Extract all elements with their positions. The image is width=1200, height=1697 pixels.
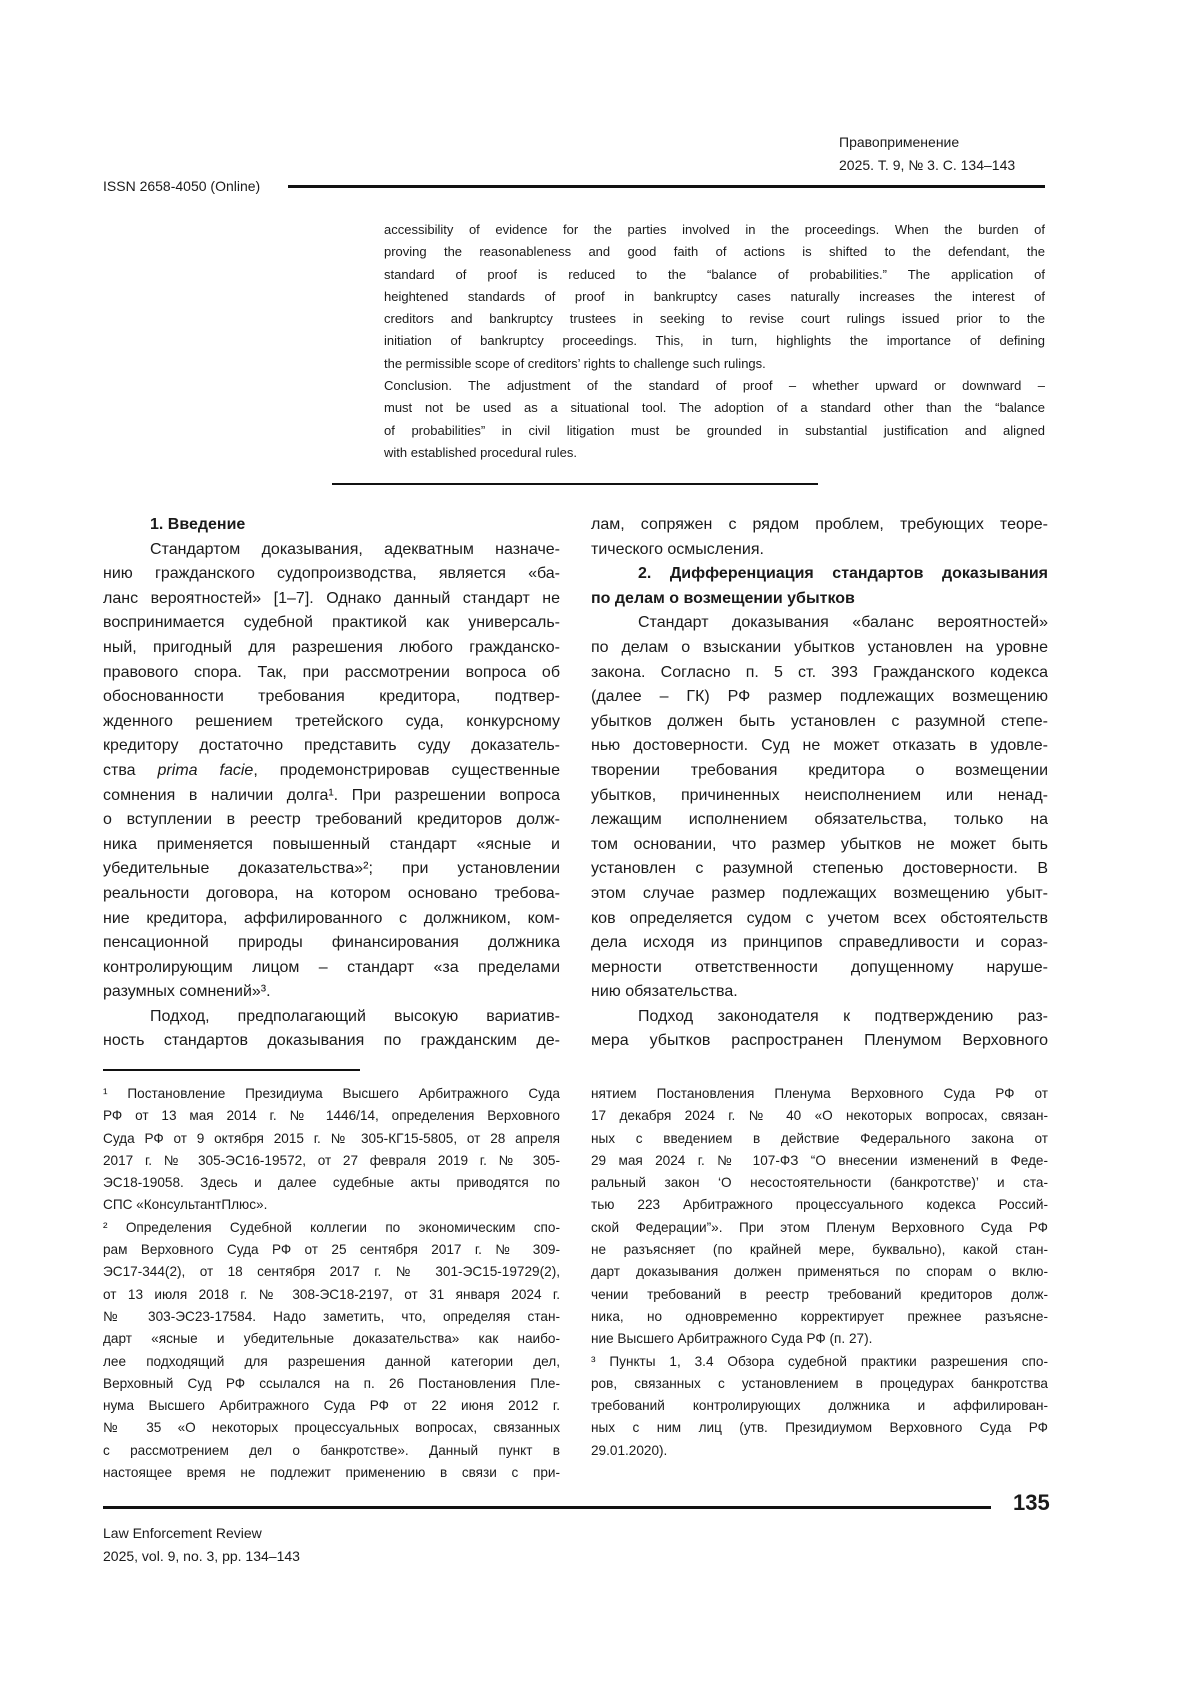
text-line: убытков должен быть установлен с разумной степе- bbox=[591, 710, 1048, 735]
text-line: ние кредитора, аффилированного с должником, ком- bbox=[103, 907, 560, 932]
footer-journal: Law Enforcement Review bbox=[103, 1522, 262, 1545]
text-line: воспринимается судебной практикой как универсаль- bbox=[103, 611, 560, 636]
text-line: № 35 «О некоторых процессуальных вопросах, связанных bbox=[103, 1417, 560, 1439]
paragraph bbox=[103, 1005, 560, 1054]
text-line: ланс вероятностей» [1–7]. Однако данный стандарт не bbox=[103, 587, 560, 612]
footer-issue: 2025, vol. 9, no. 3, pp. 134–143 bbox=[103, 1545, 300, 1568]
paragraph bbox=[103, 538, 560, 1005]
footnotes-right bbox=[591, 1083, 1048, 1462]
text-line: не разъясняет (по крайней мере, буквально), какой стан- bbox=[591, 1239, 1048, 1261]
text-line: нума Высшего Арбитражного Суда РФ от 22 июня 2012 г. bbox=[103, 1395, 560, 1417]
text-line: creditors and bankruptcy trustees in seeking to revise court rulings issued prior to the bbox=[384, 308, 1045, 330]
text-line: РФ от 13 мая 2014 г. № 1446/14, определения Верховного bbox=[103, 1105, 560, 1127]
footnotes-left bbox=[103, 1083, 560, 1484]
body-right-column bbox=[591, 513, 1048, 1054]
text-line: убытков, причиненных неисполнением или ненад- bbox=[591, 784, 1048, 809]
footnote-separator bbox=[103, 1069, 360, 1071]
text-line: Суда РФ от 9 октября 2015 г. № 305-КГ15-5805, от 28 апреля bbox=[103, 1128, 560, 1150]
header-rule bbox=[288, 185, 1045, 188]
text-line: убедительные доказательства»²; при установлении bbox=[103, 857, 560, 882]
text-line: of probabilities” in civil litigation must be grounded in substantial justification and aligned bbox=[384, 420, 1045, 442]
abstract-separator bbox=[332, 483, 818, 485]
text-line: нию гражданского судопроизводства, является «ба- bbox=[103, 562, 560, 587]
footer-rule bbox=[103, 1506, 991, 1509]
text-line: творении требования кредитора о возмещении bbox=[591, 759, 1048, 784]
text-line: ² Определения Судебной коллегии по экономическим спо- bbox=[103, 1217, 560, 1239]
text-line: standard of proof is reduced to the “balance of probabilities.” The application of bbox=[384, 264, 1045, 286]
text-line: контролирующим лицом – стандарт «за пределами bbox=[103, 956, 560, 981]
text-span: ства bbox=[103, 762, 158, 779]
text-line: 29 мая 2024 г. № 107-ФЗ “О внесении изменений в Феде- bbox=[591, 1150, 1048, 1172]
text-line: 29.01.2020). bbox=[591, 1440, 1048, 1462]
paragraph bbox=[384, 219, 1045, 375]
text-line: нью достоверности. Суд не может отказать в удовле- bbox=[591, 734, 1048, 759]
text-line: жденного решением третейского суда, конкурсному bbox=[103, 710, 560, 735]
text-line: the permissible scope of creditors’ rights to challenge such rulings. bbox=[384, 353, 1045, 375]
italic-term: prima facie bbox=[158, 762, 254, 779]
text-line: о вступлении в реестр требований кредиторов долж- bbox=[103, 808, 560, 833]
text-line: мера убытков распространен Пленумом Верховного bbox=[591, 1029, 1048, 1054]
text-line: пенсационной природы финансирования должника bbox=[103, 931, 560, 956]
text-line: реальности договора, на котором основано требова- bbox=[103, 882, 560, 907]
text-line: ской Федерации”». При этом Пленум Верховного Суда РФ bbox=[591, 1217, 1048, 1239]
text-line: обоснованности требования кредитора, подтвер- bbox=[103, 685, 560, 710]
text-line: чении требований в реестр требований кредиторов долж- bbox=[591, 1284, 1048, 1306]
paragraph bbox=[591, 1083, 1048, 1351]
text-line: тью 223 Арбитражного процессуального кодекса Россий- bbox=[591, 1194, 1048, 1216]
paragraph bbox=[591, 1005, 1048, 1054]
text-line: ный, пригодный для разрешения любого гражданско- bbox=[103, 636, 560, 661]
text-line: Подход законодателя к подтверждению раз- bbox=[591, 1005, 1048, 1030]
paragraph bbox=[103, 1083, 560, 1217]
text-line: ных с введением в действие Федерального закона от bbox=[591, 1128, 1048, 1150]
text-line: must not be used as a situational tool. The adoption of a standard other than the “balance bbox=[384, 397, 1045, 419]
section-heading bbox=[591, 562, 1048, 611]
text-line: лам, сопряжен с рядом проблем, требующих теоре- bbox=[591, 513, 1048, 538]
text-line: установлен с разумной степенью достоверности. В bbox=[591, 857, 1048, 882]
text-line: ние Высшего Арбитражного Суда РФ (п. 27). bbox=[591, 1328, 1048, 1350]
text-line: ров, связанных с установлением в процедурах банкротства bbox=[591, 1373, 1048, 1395]
abstract-block bbox=[384, 219, 1045, 464]
text-line: ЭС17-344(2), от 18 сентября 2017 г. № 301-ЭС15-19729(2), bbox=[103, 1261, 560, 1283]
section-heading bbox=[103, 513, 560, 538]
text-line: ника, но одновременно корректирует прежнее разъясне- bbox=[591, 1306, 1048, 1328]
text-line: СПС «КонсультантПлюс». bbox=[103, 1194, 560, 1216]
text-line: Стандартом доказывания, адекватным назначе- bbox=[103, 538, 560, 563]
text-line: 17 декабря 2024 г. № 40 «О некоторых вопросах, связан- bbox=[591, 1105, 1048, 1127]
text-line: ральный закон ‘О несостоятельности (банкротстве)’ и ста- bbox=[591, 1172, 1048, 1194]
text-line: рам Верховного Суда РФ от 25 сентября 2017 г. № 309- bbox=[103, 1239, 560, 1261]
text-line: по делам о возмещении убытков bbox=[591, 587, 1048, 612]
page-number: 135 bbox=[1013, 1490, 1050, 1516]
text-line: дарт доказывания должен применяться по спорам о вклю- bbox=[591, 1261, 1048, 1283]
text-line: по делам о взыскании убытков установлен на уровне bbox=[591, 636, 1048, 661]
text-line: Подход, предполагающий высокую вариатив- bbox=[103, 1005, 560, 1030]
text-line: лее подходящий для разрешения данной категории дел, bbox=[103, 1351, 560, 1373]
text-line: ность стандартов доказывания по гражданским де- bbox=[103, 1029, 560, 1054]
text-line: accessibility of evidence for the parties involved in the proceedings. When the burden of bbox=[384, 219, 1045, 241]
text-line: требований контролирующих должника и аффилирован- bbox=[591, 1395, 1048, 1417]
running-header-journal: Правоприменение bbox=[839, 131, 959, 154]
text-line: ЭС18-19058. Здесь и далее судебные акты приводятся по bbox=[103, 1172, 560, 1194]
text-line: 2. Дифференциация стандартов доказывания bbox=[591, 562, 1048, 587]
text-line: Стандарт доказывания «баланс вероятностей» bbox=[591, 611, 1048, 636]
text-line: кредитору достаточно представить суду доказатель- bbox=[103, 734, 560, 759]
text-line: ¹ Постановление Президиума Высшего Арбитражного Суда bbox=[103, 1083, 560, 1105]
text-line: мерности ответственности допущенному наруше- bbox=[591, 956, 1048, 981]
text-line: Conclusion. The adjustment of the standard of proof – whether upward or downward – bbox=[384, 375, 1045, 397]
text-line: от 13 июля 2018 г. № 308-ЭС18-2197, от 31 января 2024 г. bbox=[103, 1284, 560, 1306]
text-line bbox=[103, 759, 560, 784]
text-line: настоящее время не подлежит применению в связи с при- bbox=[103, 1462, 560, 1484]
text-span: , продемонстрировав существенные bbox=[253, 762, 560, 779]
text-line: разумных сомнений»³. bbox=[103, 980, 560, 1005]
text-line: ³ Пункты 1, 3.4 Обзора судебной практики разрешения спо- bbox=[591, 1351, 1048, 1373]
text-line: with established procedural rules. bbox=[384, 442, 1045, 464]
text-line: тического осмысления. bbox=[591, 538, 1048, 563]
text-line: № 303-ЭС23-17584. Надо заметить, что, определяя стан- bbox=[103, 1306, 560, 1328]
text-line: 2017 г. № 305-ЭС16-19572, от 27 февраля 2019 г. № 305- bbox=[103, 1150, 560, 1172]
paragraph bbox=[591, 513, 1048, 562]
text-line: лежащим исполнением обязательства, только на bbox=[591, 808, 1048, 833]
text-line: сомнения в наличии долга¹. При разрешении вопроса bbox=[103, 784, 560, 809]
paragraph bbox=[591, 611, 1048, 1005]
text-line: initiation of bankruptcy proceedings. This, in turn, highlights the importance of defining bbox=[384, 330, 1045, 352]
text-line: том основании, что размер убытков не может быть bbox=[591, 833, 1048, 858]
text-line: нятием Постановления Пленума Верховного Суда РФ от bbox=[591, 1083, 1048, 1105]
text-line: с рассмотрением дел о банкротстве». Данный пункт в bbox=[103, 1440, 560, 1462]
paragraph bbox=[384, 375, 1045, 464]
text-line: ных с ним лиц (утв. Президиумом Верховного Суда РФ bbox=[591, 1417, 1048, 1439]
text-line: ника применяется повышенный стандарт «ясные и bbox=[103, 833, 560, 858]
text-line: закона. Согласно п. 5 ст. 393 Гражданского кодекса bbox=[591, 661, 1048, 686]
text-line: дарт «ясные и убедительные доказательства» как наибо- bbox=[103, 1328, 560, 1350]
text-line: 1. Введение bbox=[103, 513, 560, 538]
body-left-column bbox=[103, 513, 560, 1054]
text-line: нию обязательства. bbox=[591, 980, 1048, 1005]
text-line: Верховный Суд РФ ссылался на п. 26 Постановления Пле- bbox=[103, 1373, 560, 1395]
text-line: (далее – ГК) РФ размер подлежащих возмещению bbox=[591, 685, 1048, 710]
text-line: дела исходя из принципов справедливости и сораз- bbox=[591, 931, 1048, 956]
text-line: правового спора. Так, при рассмотрении вопроса об bbox=[103, 661, 560, 686]
text-line: proving the reasonableness and good faith of actions is shifted to the defendant, the bbox=[384, 241, 1045, 263]
running-header-issue: 2025. Т. 9, № 3. С. 134–143 bbox=[839, 154, 1015, 177]
text-line: heightened standards of proof in bankruptcy cases naturally increases the interest of bbox=[384, 286, 1045, 308]
paragraph bbox=[591, 1351, 1048, 1462]
text-line: этом случае размер подлежащих возмещению убыт- bbox=[591, 882, 1048, 907]
paragraph bbox=[103, 1217, 560, 1485]
text-line: ков определяется судом с учетом всех обстоятельств bbox=[591, 907, 1048, 932]
issn-label: ISSN 2658-4050 (Online) bbox=[103, 175, 260, 198]
